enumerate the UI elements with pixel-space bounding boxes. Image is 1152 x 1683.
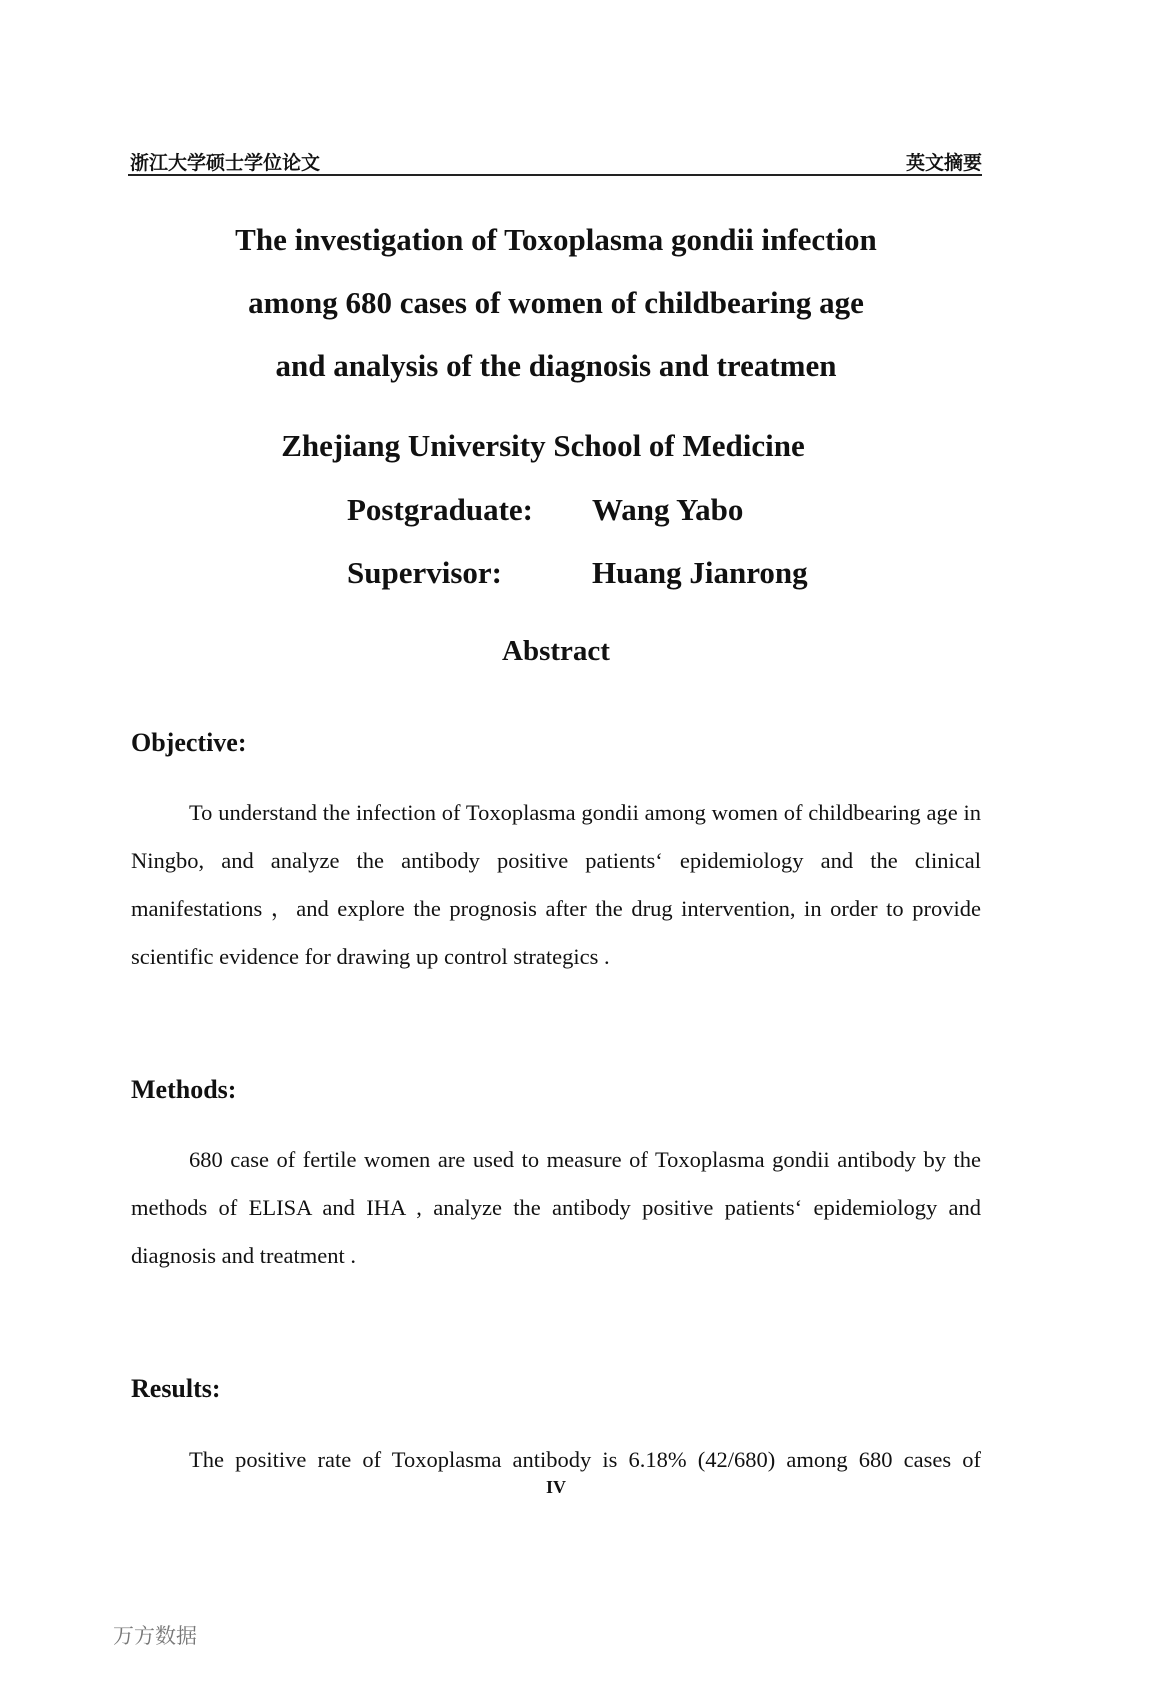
- objective-paragraph: To understand the infection of Toxoplasma gondii among women of childbearing age in Ningbo, and analyze the antibody positive patients‘ epidemiology and the clinical manifestations ，and explore the prognosis after the drug intervention, in order to provide scientific evidence for drawing up control strategics .: [131, 800, 981, 969]
- methods-paragraph: 680 case of fertile women are used to measure of Toxoplasma gondii antibody by the methods of ELISA and IHA , analyze the antibody positive patients‘ epidemiology and diagnosis and treatment .: [131, 1147, 981, 1268]
- running-header-right: 英文摘要: [905, 153, 982, 174]
- watermark-logo: 万方数据: [113, 1624, 197, 1648]
- results-paragraph: The positive rate of Toxoplasma antibody is 6.18% (42/680) among 680 cases of: [189, 1447, 981, 1472]
- title-line-1: The investigation of Toxoplasma gondii infection: [235, 222, 877, 257]
- objective-heading: Objective:: [131, 728, 247, 757]
- methods-heading: Methods:: [131, 1075, 237, 1104]
- postgraduate-name: Wang Yabo: [592, 492, 744, 527]
- title-line-3: and analysis of the diagnosis and treatmen: [275, 348, 837, 383]
- results-heading: Results:: [131, 1374, 221, 1403]
- page-number: IV: [545, 1477, 566, 1497]
- supervisor-name: Huang Jianrong: [592, 555, 808, 590]
- supervisor-label: Supervisor:: [347, 555, 502, 590]
- institution: Zhejiang University School of Medicine: [281, 428, 805, 463]
- postgraduate-label: Postgraduate:: [347, 492, 533, 527]
- title-line-2: among 680 cases of women of childbearing age: [248, 285, 864, 320]
- header-rule: [128, 174, 982, 176]
- running-header-left: 浙江大学硕士学位论文: [130, 153, 321, 174]
- abstract-heading: Abstract: [502, 635, 610, 667]
